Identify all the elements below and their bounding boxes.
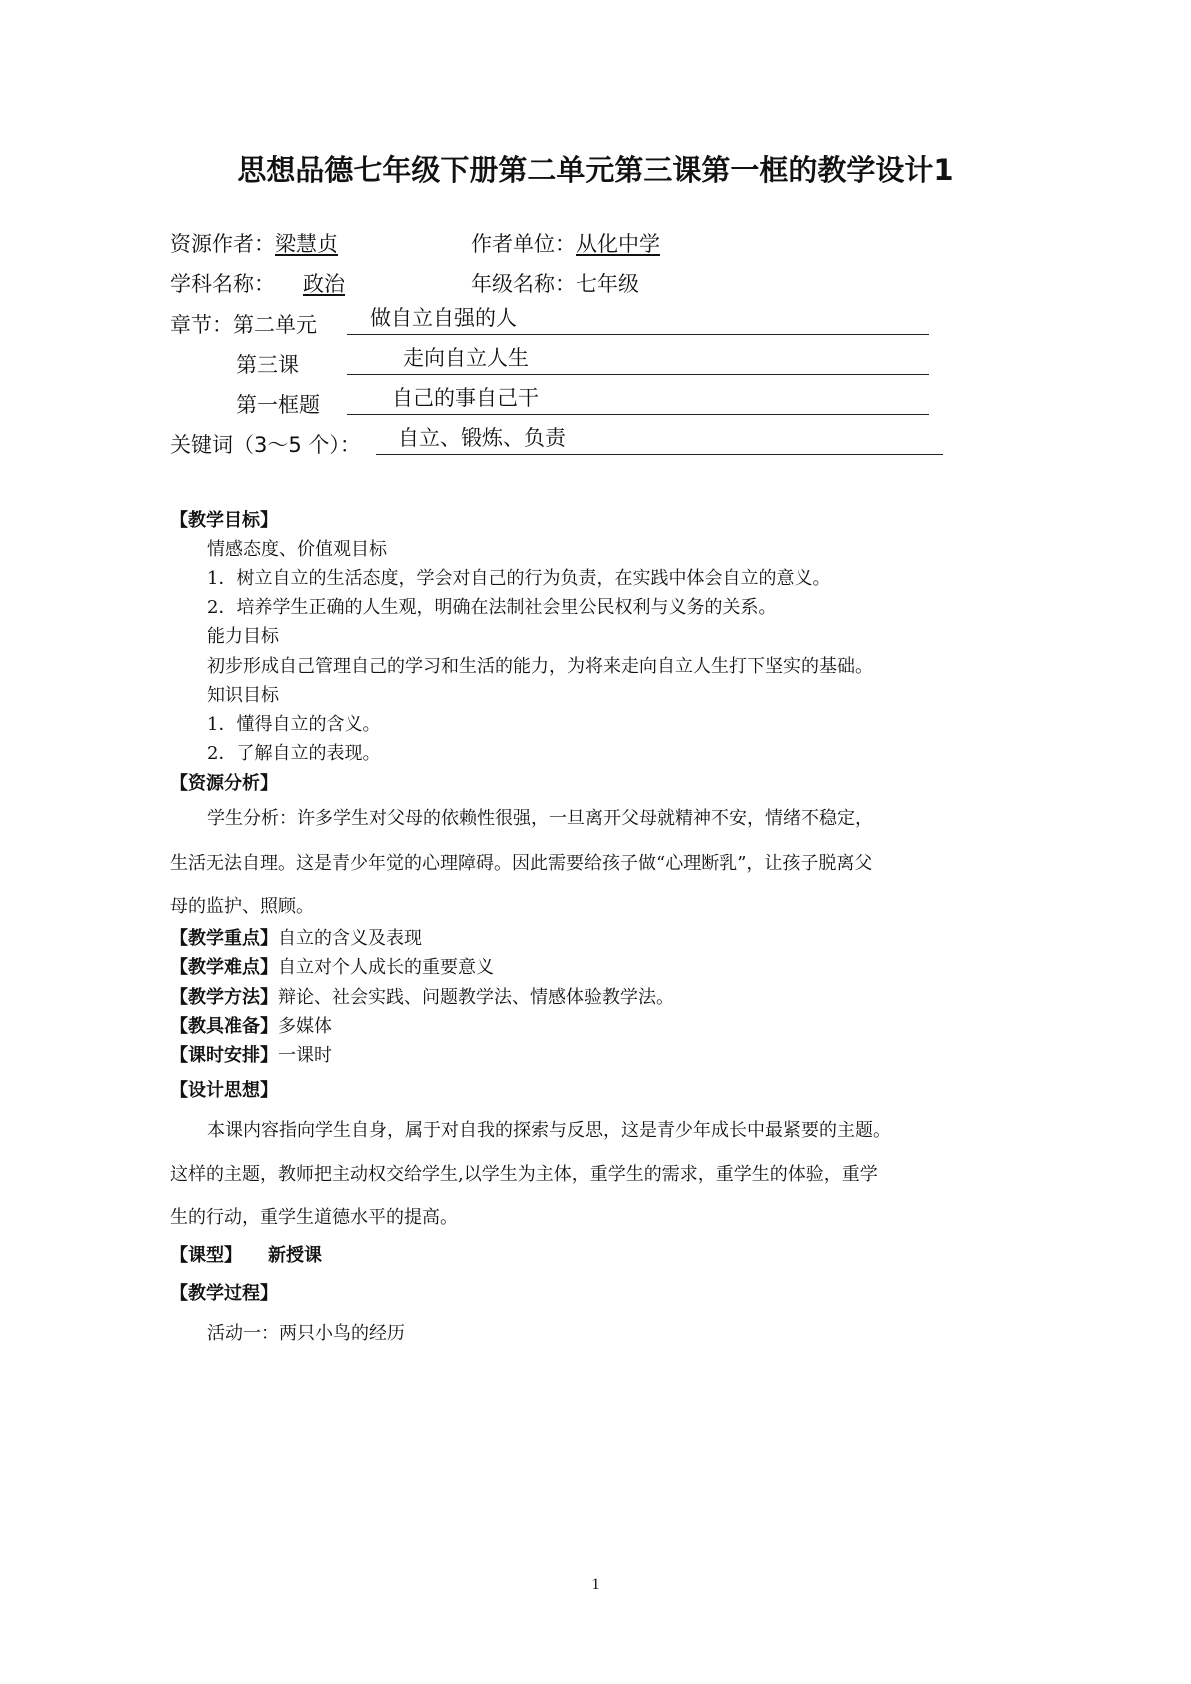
subject-value: 政治	[303, 272, 345, 296]
goals-affect-1: 1．树立自立的生活态度，学会对自己的行为负责，在实践中体会自立的意义。	[207, 568, 831, 589]
document-title: 思想品德七年级下册第二单元第三课第一框的教学设计1	[237, 153, 954, 187]
subject-row	[170, 269, 359, 299]
goals-ability-1: 初步形成自己管理自己的学习和生活的能力，为将来走向自立人生打下坚实的基础。	[207, 656, 873, 677]
goals-knowledge-1: 1．懂得自立的含义。	[207, 714, 381, 735]
chapter-line	[347, 304, 929, 335]
method-value: 辩论、社会实践、问题教学法、情感体验教学法。	[278, 987, 674, 1008]
page-number: 1	[591, 1576, 600, 1593]
method-heading: 【教学方法】	[170, 987, 278, 1008]
difficulty-heading: 【教学难点】	[170, 957, 278, 978]
schedule-heading: 【课时安排】	[170, 1045, 278, 1066]
goals-heading: 【教学目标】	[170, 510, 278, 531]
grade-value: 七年级	[576, 272, 639, 296]
chapter-value: 做自立自强的人	[370, 306, 517, 330]
difficulty-row	[170, 955, 494, 981]
process-heading: 【教学过程】	[170, 1283, 278, 1304]
resource-line-3: 母的监护、照顾。	[170, 896, 314, 917]
unit-value: 从化中学	[576, 232, 660, 256]
grade-row	[471, 269, 639, 299]
difficulty-value: 自立对个人成长的重要意义	[278, 957, 494, 978]
lesson-line	[347, 344, 929, 375]
lesson-type-heading: 【课型】	[170, 1245, 242, 1266]
method-row	[170, 985, 674, 1011]
design-line-2: 这样的主题，教师把主动权交给学生,以学生为主体，重学生的需求，重学生的体验，重学	[170, 1164, 878, 1185]
tools-value: 多媒体	[278, 1016, 332, 1037]
key-point-value: 自立的含义及表现	[278, 928, 422, 949]
key-point-row	[170, 926, 422, 952]
schedule-row	[170, 1043, 332, 1069]
goals-ability-title: 能力目标	[207, 626, 279, 647]
frame-value: 自己的事自己干	[392, 386, 539, 410]
lesson-type-row	[170, 1243, 322, 1269]
frame-line	[347, 384, 929, 415]
design-line-3: 生的行动，重学生道德水平的提高。	[170, 1207, 458, 1228]
author-value: 梁慧贞	[275, 232, 338, 256]
schedule-value: 一课时	[278, 1045, 332, 1066]
goals-knowledge-title: 知识目标	[207, 685, 279, 706]
lesson-label: 第三课	[236, 353, 299, 377]
lesson-value: 走向自立人生	[403, 346, 529, 370]
key-point-heading: 【教学重点】	[170, 928, 278, 949]
chapter-label: 章节：第二单元	[170, 313, 317, 337]
goals-knowledge-2: 2．了解自立的表现。	[207, 743, 381, 764]
design-heading: 【设计思想】	[170, 1080, 278, 1101]
unit-label: 作者单位：	[471, 232, 576, 256]
lesson-type-value: 新授课	[268, 1245, 322, 1266]
process-activity-1: 活动一：两只小鸟的经历	[207, 1323, 405, 1344]
keywords-label: 关键词（3～5 个）：	[170, 433, 361, 457]
resource-heading: 【资源分析】	[170, 773, 278, 794]
design-line-1: 本课内容指向学生自身，属于对自我的探索与反思，这是青少年成长中最紧要的主题。	[207, 1120, 891, 1141]
subject-label: 学科名称：	[170, 272, 275, 296]
author-label: 资源作者：	[170, 232, 275, 256]
keywords-value: 自立、锻炼、负责	[398, 426, 566, 450]
unit-row	[471, 229, 660, 259]
frame-label: 第一框题	[236, 393, 320, 417]
goals-affect-title: 情感态度、价值观目标	[207, 539, 387, 560]
goals-affect-2: 2．培养学生正确的人生观，明确在法制社会里公民权利与义务的关系。	[207, 597, 777, 618]
tools-heading: 【教具准备】	[170, 1016, 278, 1037]
grade-label: 年级名称：	[471, 272, 576, 296]
resource-line-2: 生活无法自理。这是青少年觉的心理障碍。因此需要给孩子做“心理断乳”，让孩子脱离父	[170, 853, 873, 874]
keywords-line	[376, 424, 943, 455]
resource-line-1: 学生分析：许多学生对父母的依赖性很强，一旦离开父母就精神不安，情绪不稳定，	[207, 808, 873, 829]
author-row	[170, 229, 338, 259]
tools-row	[170, 1014, 332, 1040]
